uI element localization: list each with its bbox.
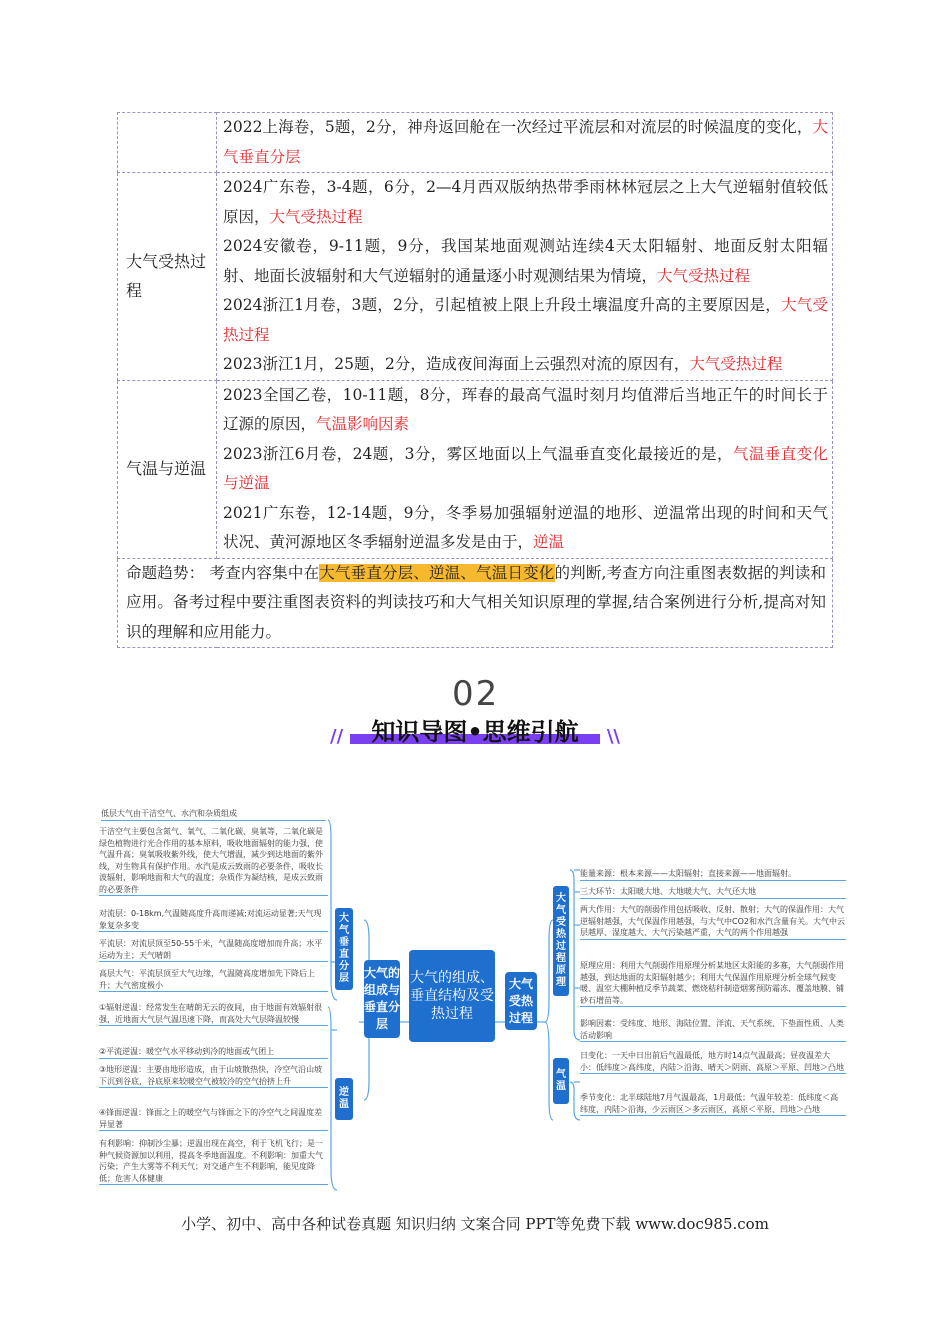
mind-map xyxy=(91,800,859,1200)
table-row xyxy=(118,173,833,381)
row-label-empty xyxy=(118,113,217,173)
exam-entry: 2021广东卷，12-14题，9分，冬季易加强辐射逆温的地形、逆温常出现的时间和天气状况、黄河源地区冬季辐射逆温多发是由于，逆温 xyxy=(223,503,828,551)
topic-tag: 气温影响因素 xyxy=(316,415,410,433)
exam-entry: 2023全国乙卷，10-11题，8分，珲春的最高气温时刻月均值滞后当地正午的时间长于辽源的原因，气温影响因素 xyxy=(223,385,828,433)
topic-tag: 大气受热过程 xyxy=(269,207,363,226)
mindmap-leaf: 低层大气由干洁空气、水汽和杂质组成 xyxy=(101,808,326,821)
slash-decoration-left: // xyxy=(330,726,344,747)
mindmap-leaf: 影响因素：受纬度、地形、海陆位置、洋流、天气系统、下垫面性质、人类活动影响 xyxy=(580,1018,846,1042)
exam-entry: 2024安徽卷，9-11题，9分，我国某地面观测站连续4天太阳辐射、地面反射太阳辐射、地面长波辐射和大气逆辐射的通量逐小时观测结果为情境，大气受热过程 xyxy=(223,237,828,285)
mindmap-leaf: 高层大气：平流层顶至大气边缘，气温随高度增加先下降后上升；大气密度极小 xyxy=(99,968,328,992)
mindmap-leaf: ③地形逆温：主要由地形造成，由于山坡散热快，冷空气沿山坡下沉到谷底，谷底原来较暖空气被较冷的空气抬挤上升 xyxy=(99,1064,328,1088)
trend-highlight: 大气垂直分层、逆温、气温日变化 xyxy=(319,563,555,582)
branch-vertical-temp: 气温 xyxy=(553,1058,569,1104)
topic-tag: 大气受热过程 xyxy=(223,296,828,344)
left-main-node: 大气的组成与垂直分层 xyxy=(364,960,400,1038)
mindmap-leaf: 平流层：对流层顶至50-55千米，气温随高度增加而升高；水平运动为主；天气晴朗 xyxy=(99,938,328,962)
row-content xyxy=(217,113,833,173)
row-content xyxy=(217,173,833,381)
exam-entry: 2023浙江1月，25题，2分，造成夜间海面上云强烈对流的原因有，大气受热过程 xyxy=(223,355,783,373)
row-label: 气温与逆温 xyxy=(118,380,217,558)
mindmap-leaf: 能量来源：根本来源——太阳辐射；直接来源——地面辐射。 xyxy=(580,868,846,881)
exam-entry: 2024浙江1月卷，3题，2分，引起植被上限上升段土壤温度升高的主要原因是，大气受热过程 xyxy=(223,296,828,344)
topic-tag: 大气垂直分层 xyxy=(223,118,828,166)
mindmap-center-node: 大气的组成、垂直结构及受热过程 xyxy=(409,950,495,1042)
right-main-node: 大气受热过程 xyxy=(505,972,537,1030)
branch-vertical-inversion: 逆温 xyxy=(335,1078,353,1120)
topic-tag: 大气受热过程 xyxy=(689,355,783,373)
mindmap-leaf: 干洁空气主要包含氮气、氧气、二氧化碳、臭氧等，二氧化碳是绿色植物进行光合作用的基本原料，吸收地面辐射的能力强，使气温升高；臭氧吸收紫外线，使大气增温，减少到达地面的紫外线，对生物具有保护作用。水汽是成云致雨的必要条件，吸收长波辐射，影响地面和大气的温度；杂质作为凝结核，是成云致雨的必要条件 xyxy=(99,826,328,896)
section-number: 02 xyxy=(452,674,500,714)
table-row xyxy=(118,558,833,648)
mindmap-leaf: ④锋面逆温：锋面之上的暖空气与锋面之下的冷空气之间温度差异显著 xyxy=(99,1107,328,1131)
row-content xyxy=(217,380,833,558)
exam-entry: 2022上海卷，5题，2分，神舟返回舱在一次经过平流层和对流层的时候温度的变化，大气垂直分层 xyxy=(223,118,828,166)
trend-cell: 命题趋势： 考查内容集中在大气垂直分层、逆温、气温日变化的判断,考查方向注重图表数据的判读和应用。备考过程中要注重图表资料的判读技巧和大气相关知识原理的掌握,结合案例进行分析,提高对知识的理解和应用能力。 xyxy=(118,558,833,648)
topic-tag: 逆温 xyxy=(533,533,565,551)
mindmap-leaf: 季节变化：北半球陆地7月气温最高，1月最低；气温年较差：低纬度＜高纬度，内陆＞沿海，少云雨区＞多云雨区，高原＜平原、凹地＞凸地 xyxy=(580,1092,846,1116)
row-label: 大气受热过程 xyxy=(118,173,217,381)
exam-entry: 2024广东卷，3-4题，6分，2—4月西双版纳热带季雨林林冠层之上大气逆辐射值较低原因，大气受热过程 xyxy=(223,178,828,226)
mindmap-leaf: 两大作用：大气的削弱作用包括吸收、反射、散射；大气的保温作用：大气逆辐射越强，大气保温作用越强，与大气中CO2和水汽含量有关。大气中云层越厚、湿度越大、大气污染越严重，大气的两个作用越强 xyxy=(580,904,846,940)
table-row xyxy=(118,113,833,173)
exam-analysis-table xyxy=(117,112,833,648)
table-row xyxy=(118,380,833,558)
slash-decoration-right: \\ xyxy=(606,726,620,747)
mindmap-leaf: 日变化：一天中日出前后气温最低，地方时14点气温最高；昼夜温差大小：低纬度＞高纬度，内陆＞沿海、晴天＞阴雨、高原＞平原、凹地＞凸地 xyxy=(580,1050,846,1074)
mindmap-leaf: ②平流逆温：暖空气水平移动到冷的地面或气团上 xyxy=(99,1046,328,1059)
section-title: 知识导图•思维引航 xyxy=(371,718,579,746)
page-footer: 小学、初中、高中各种试卷真题 知识归纳 文案合同 PPT等免费下载 www.doc985.com xyxy=(181,1215,769,1233)
topic-tag: 气温垂直变化与逆温 xyxy=(223,444,828,492)
exam-entry: 2023浙江6月卷，24题，3分，雾区地面以上气温垂直变化最接近的是，气温垂直变化与逆温 xyxy=(223,444,828,492)
topic-tag: 大气受热过程 xyxy=(657,266,751,285)
branch-vertical-layer: 大气垂直分层 xyxy=(335,908,353,990)
mindmap-leaf: 三大环节：太阳暖大地、大地暖大气、大气还大地 xyxy=(580,886,846,899)
mindmap-leaf: ①辐射逆温：经常发生在晴朗无云的夜间，由于地面有效辐射很强，近地面大气层气温迅速下降，而高处大气层降温较慢 xyxy=(99,1002,328,1026)
section-header xyxy=(330,712,620,752)
mindmap-leaf: 原理应用：利用大气削弱作用原理分析某地区太阳能的多寡，大气削弱作用越强，到达地面的太阳辐射越少；利用大气保温作用原理分析全球气候变暖、温室大棚种植反季节蔬菜、燃烧秸秆制造烟雾预防霜冻、覆盖地膜、铺砂石增苗等。 xyxy=(580,960,846,1007)
mindmap-leaf: 对流层：0-18km,气温随高度升高而递减;对流运动显著;天气现象复杂多变 xyxy=(99,908,328,932)
mindmap-leaf: 有利影响：抑制沙尘暴；逆温出现在高空，利于飞机飞行；是一种气候资源加以利用，提高冬季地面温度。不利影响：加重大气污染；产生大雾等不利天气；对交通产生不利影响，能见度降低；危害人体健康 xyxy=(99,1138,328,1185)
branch-vertical-heating: 大气受热过程原理 xyxy=(553,886,569,996)
